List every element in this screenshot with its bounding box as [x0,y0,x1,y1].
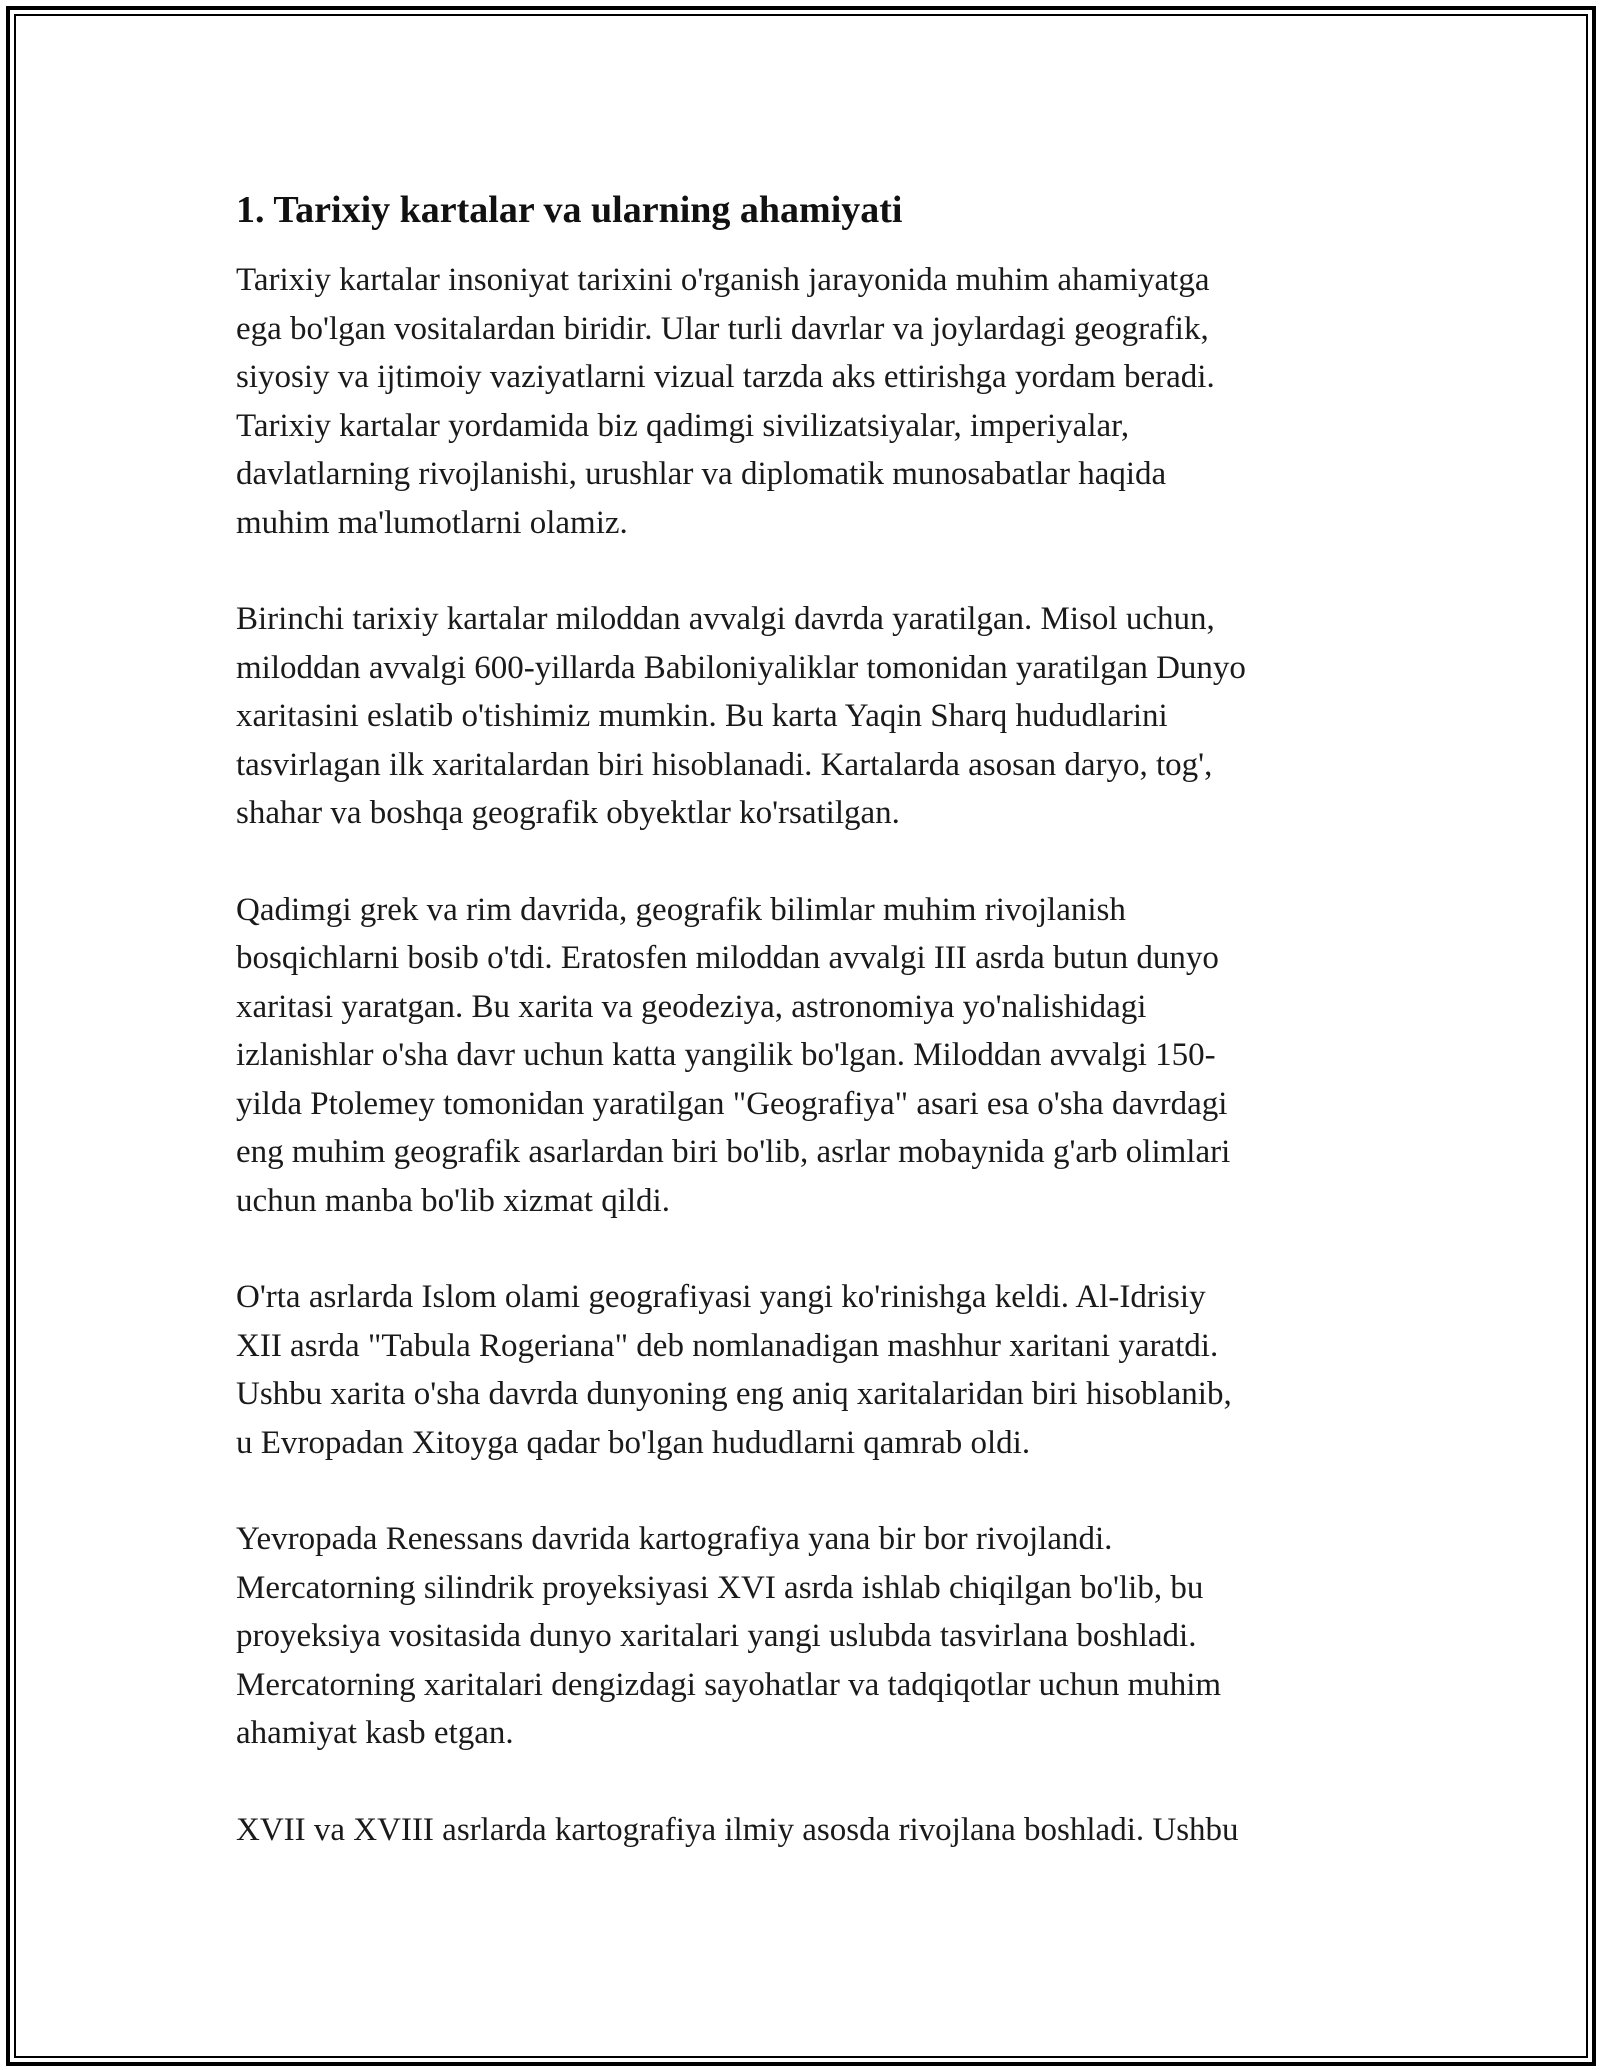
document-body [236,186,1366,1902]
text-line: miloddan avvalgi 600-yillarda Babiloniyaliklar tomonidan yaratilgan Dunyo [236,649,1246,686]
body-paragraph [236,1273,1366,1467]
text-line: Birinchi tarixiy kartalar miloddan avvalgi davrda yaratilgan. Misol uchun, [236,601,1215,637]
text-line: XVII va XVIII asrlarda kartografiya ilmiy asosda rivojlana boshladi. Ushbu [236,1811,1239,1848]
text-line: Tarixiy kartalar insoniyat tarixini o'rganish jarayonida muhim ahamiyatga [236,262,1210,298]
text-line: XII asrda "Tabula Rogeriana" deb nomlanadigan mashhur xaritani yaratdi. [236,1327,1219,1364]
text-line: bosqichlarni bosib o'tdi. Eratosfen miloddan avvalgi III asrda butun dunyo [236,940,1219,976]
text-line: muhim ma'lumotlarni olamiz. [236,504,628,541]
text-line: Tarixiy kartalar yordamida biz qadimgi sivilizatsiyalar, imperiyalar, [236,407,1130,444]
body-paragraph [236,1515,1366,1758]
text-line: u Evropadan Xitoyga qadar bo'lgan hududlarni qamrab oldi. [236,1424,1031,1461]
body-paragraph [236,256,1366,547]
body-paragraph [236,595,1366,838]
text-line: yilda Ptolemey tomonidan yaratilgan "Geografiya" asari esa o'sha davrdagi [236,1085,1228,1122]
paragraph-container [236,256,1366,1854]
text-line: Mercatorning xaritalari dengizdagi sayohatlar va tadqiqotlar uchun muhim [236,1666,1222,1703]
text-line: uchun manba bo'lib xizmat qildi. [236,1182,670,1219]
text-line: davlatlarning rivojlanishi, urushlar va diplomatik munosabatlar haqida [236,456,1167,492]
text-line: O'rta asrlarda Islom olami geografiyasi yangi ko'rinishga keldi. Al-Idrisiy [236,1279,1206,1315]
text-line: eng muhim geografik asarlardan biri bo'lib, asrlar mobaynida g'arb olimlari [236,1134,1231,1170]
body-paragraph [236,1806,1366,1855]
text-line: xaritasi yaratgan. Bu xarita va geodeziya, astronomiya yo'nalishidagi [236,988,1147,1025]
text-line: xaritasini eslatib o'tishimiz mumkin. Bu karta Yaqin Sharq hududlarini [236,698,1168,734]
text-line: Ushbu xarita o'sha davrda dunyoning eng aniq xaritalaridan biri hisoblanib, [236,1376,1232,1412]
text-line: shahar va boshqa geografik obyektlar ko'rsatilgan. [236,795,900,831]
text-line: izlanishlar o'sha davr uchun katta yangilik bo'lgan. Miloddan avvalgi 150- [236,1037,1216,1073]
text-line: ega bo'lgan vositalardan biridir. Ular turli davrlar va joylardagi geografik, [236,310,1209,347]
text-line: Yevropada Renessans davrida kartografiya yana bir bor rivojlandi. [236,1521,1113,1557]
text-line: siyosiy va ijtimoiy vaziyatlarni vizual tarzda aks ettirishga yordam beradi. [236,359,1215,395]
text-line: tasvirlagan ilk xaritalardan biri hisoblanadi. Kartalarda asosan daryo, tog', [236,746,1213,783]
text-line: Mercatorning silindrik proyeksiyasi XVI asrda ishlab chiqilgan bo'lib, bu [236,1569,1204,1606]
body-paragraph [236,886,1366,1226]
text-line: Qadimgi grek va rim davrida, geografik bilimlar muhim rivojlanish [236,891,1126,928]
text-line: ahamiyat kasb etgan. [236,1715,514,1751]
text-line: proyeksiya vositasida dunyo xaritalari yangi uslubda tasvirlana boshladi. [236,1618,1197,1654]
section-heading: 1. Tarixiy kartalar va ularning ahamiyati [236,189,903,231]
